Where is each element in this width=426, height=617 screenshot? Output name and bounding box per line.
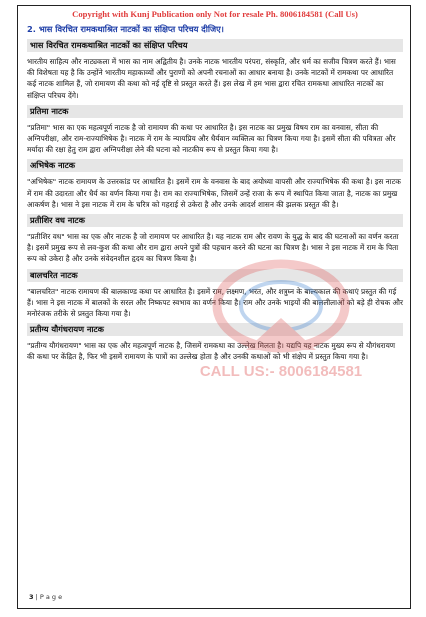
section-heading: प्रतीशिर वध नाटक xyxy=(27,214,403,227)
copyright-header: Copyright with Kunj Publication only Not for resale Ph. 8006184581 (Call Us) xyxy=(72,9,358,19)
page-number: 3 xyxy=(29,593,34,601)
section-pratishir xyxy=(27,214,403,265)
section-heading: प्रतिमा नाटक xyxy=(27,105,403,118)
page-footer: 3 | P a g e xyxy=(29,593,63,601)
section-intro xyxy=(27,39,403,101)
watermark-call-text: CALL US:- 8006184581 xyxy=(199,363,363,380)
section-heading: भास विरचित रामकथाश्रित नाटकों का संक्षिप्त परिचय xyxy=(27,39,403,52)
section-paragraph: भारतीय साहित्य और नाट्यकला में भास का नाम अद्वितीय है। उनके नाटक भारतीय परंपरा, संस्कृति, और धर्म का सजीव चित्रण करते हैं। भास की विशेषता यह है कि उन्होंने भारतीय महाकाव्यों और पुराणों को अपनी रचनाओं का आधार बनाया है। उनके नाटकों में रामकथा पर आधारित कई नाटक शामिल हैं, जो रामायण की कथा को नई दृष्टि से प्रस्तुत करते हैं। इस लेख में हम भास द्वारा रचित रामकथा आधारित नाटकों का संक्षिप्त परिचय देंगे। xyxy=(27,57,396,100)
section-pratima xyxy=(27,105,403,156)
section-balcharit xyxy=(27,269,403,320)
section-heading: प्रतीग्य यौगंधरायण नाटक xyxy=(27,323,403,336)
question-title: 2. भास विरचित रामकथाश्रित नाटकों का संक्षिप्त परिचय दीजिए। xyxy=(27,24,224,34)
section-pratigya xyxy=(27,323,403,362)
section-heading: बालचरित नाटक xyxy=(27,269,403,282)
page-label: P a g e xyxy=(39,593,63,601)
section-paragraph: "प्रतिमा" भास का एक महत्वपूर्ण नाटक है जो रामायण की कथा पर आधारित है। इस नाटक का प्रमुख विषय राम का वनवास, सीता की अग्निपरीक्षा, और राम-राज्याभिषेक है। नाटक में राम के न्यायप्रिय और धैर्यवान व्यक्तित्व का चित्रण किया गया है। इसमें सीता की पवित्रता और मर्यादा की रक्षा हेतु राम द्वारा अग्निपरीक्षा लेने की घटना को नाटकीय रूप से प्रस्तुत किया गया है। xyxy=(27,122,396,155)
document-body xyxy=(27,8,403,363)
section-paragraph: "प्रतीशिर वध" भास का एक और नाटक है जो रामायण पर आधारित है। यह नाटक राम और रावण के युद्ध के बाद की घटनाओं का वर्णन करता है। इसमें प्रमुख रूप से लव-कुश की कथा और राम द्वारा अपने पुत्रों की पहचान करने की घटना का चित्रण है। भास ने इस नाटक में राम के पिता रूप को उकेरा है और उनके संवेदनशील हृदय का चित्रण किया है। xyxy=(27,232,399,264)
section-heading: अभिषेक नाटक xyxy=(27,159,403,172)
section-paragraph: "अभिषेक" नाटक रामायण के उत्तरकांड पर आधारित है। इसमें राम के वनवास के बाद अयोध्या वापसी और राज्याभिषेक की कथा है। इस नाटक में राम की उदारता और धैर्य का वर्णन किया गया है। राम का राज्याभिषेक, जिसमें उन्हें राजा के रूप में स्थापित किया जाता है, नाटक का प्रमुख आकर्षण है। भास ने इस नाटक में राम के चरित्र को गहराई से उकेरा है और उनके आदर्श शासन की झलक प्रस्तुत की है। xyxy=(27,177,401,209)
section-abhishek xyxy=(27,159,403,210)
section-paragraph: "प्रतीग्य यौगंधरायण" भास का एक और महत्वपूर्ण नाटक है, जिसमें रामकथा का उल्लेख मिलता है। यद्यपि यह नाटक मुख्य रूप से यौगंधरायण की कथा पर केंद्रित है, फिर भी इसमें रामायण के पात्रों का उल्लेख होता है और उनकी कथाओं को भी संक्षेप में प्रस्तुत किया गया है। xyxy=(27,341,396,362)
section-paragraph: "बालचरित" नाटक रामायण की बालकाण्ड कथा पर आधारित है। इसमें राम, लक्ष्मण, भरत, और शत्रुघ्न के बाल्यकाल की कथाएं प्रस्तुत की गई हैं। भास ने इस नाटक में बालकों के सरल और निष्कपट स्वभाव का वर्णन किया है। राम और उनके भाइयों की बाललीलाओं को बड़े ही रोचक और मनोरंजक तरीके से प्रस्तुत किया गया है। xyxy=(27,286,403,319)
